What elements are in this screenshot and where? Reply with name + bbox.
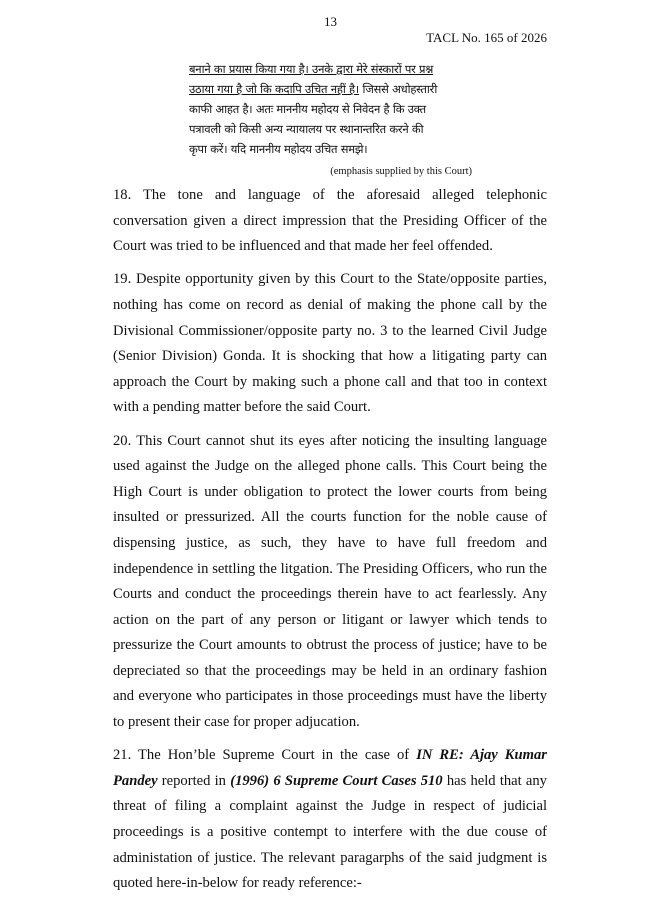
quote-line: कृपा करें। यदि माननीय महोदय उचित समझे। xyxy=(189,142,368,156)
quote-line: काफी आहत है। अतः माननीय महोदय से निवेदन है कि उक्त xyxy=(189,102,426,116)
paragraph-19: 19. Despite opportunity given by this Court to the State/opposite parties, nothing has come on record as denial of making the phone call by the Divisional Commissioner/opposite party no. 3 to the learned Civil Judge (Senior Division) Gonda. It is shocking that how a litigating party can approach the Court by making such a phone call and that too in context with a pending matter before the said Court. xyxy=(113,271,547,416)
emphasis-note: (emphasis supplied by this Court) xyxy=(330,166,472,177)
hindi-quote-block xyxy=(189,59,477,159)
case-reference: TACL No. 165 of 2026 xyxy=(426,30,547,45)
quote-line: पत्रावली को किसी अन्य न्यायालय पर स्थानान्तरित करने की xyxy=(189,122,424,136)
paragraph-21-text: 21. The Hon’ble Supreme Court in the case of xyxy=(113,747,417,764)
quote-text: जिससे अधोहस्तारी xyxy=(359,82,438,96)
case-name: IN RE: Ajay Kumar Pandey xyxy=(113,747,547,789)
paragraph-18: 18. The tone and language of the aforesaid alleged telephonic conversation given a direct impression that the Presiding Officer of the Court was tried to be influenced and that made her feel offended. xyxy=(113,187,547,255)
quote-underlined-text: उठाया गया है जो कि कदापि उचित नहीं है। xyxy=(189,82,360,96)
paragraph-21-text: has held that any threat of filing a complaint against the Judge in respect of judicial proceedings is a positive contempt to interfere with the due couse of administation of justice. The relevant paragarphs of the said judgment is quoted here-in-below for ready reference:- xyxy=(113,772,547,892)
case-citation: (1996) 6 Supreme Court Cases 510 xyxy=(230,772,443,789)
quote-line xyxy=(189,79,477,99)
paragraph-21-text: reported in xyxy=(157,772,231,789)
paragraph-20: 20. This Court cannot shut its eyes after noticing the insulting language used against the Judge on the alleged phone calls. This Court being the High Court is under obligation to protect the lower courts from being insulted or pressurized. All the courts function for the noble cause of dispensing justice, as such, they have to have full freedom and independence in settling the litgation. The Presiding Officers, who run the Courts and conduct the proceedings therein have to act fearlessly. Any action on the part of any person or litigant or lawyer which tends to pressurize the Court amounts to obtrust the process of justice; have to be depreciated so that the proceedings may be held in an ordinary fashion and everyone who participates in those proceedings must have the liberty to present their case for proper adjucation. xyxy=(113,432,547,731)
quote-line: बनाने का प्रयास किया गया है। उनके द्वारा मेरे संस्कारों पर प्रश्न xyxy=(189,62,434,76)
body-text xyxy=(113,183,547,904)
paragraph-21 xyxy=(113,743,547,897)
page-number: 13 xyxy=(324,14,337,29)
